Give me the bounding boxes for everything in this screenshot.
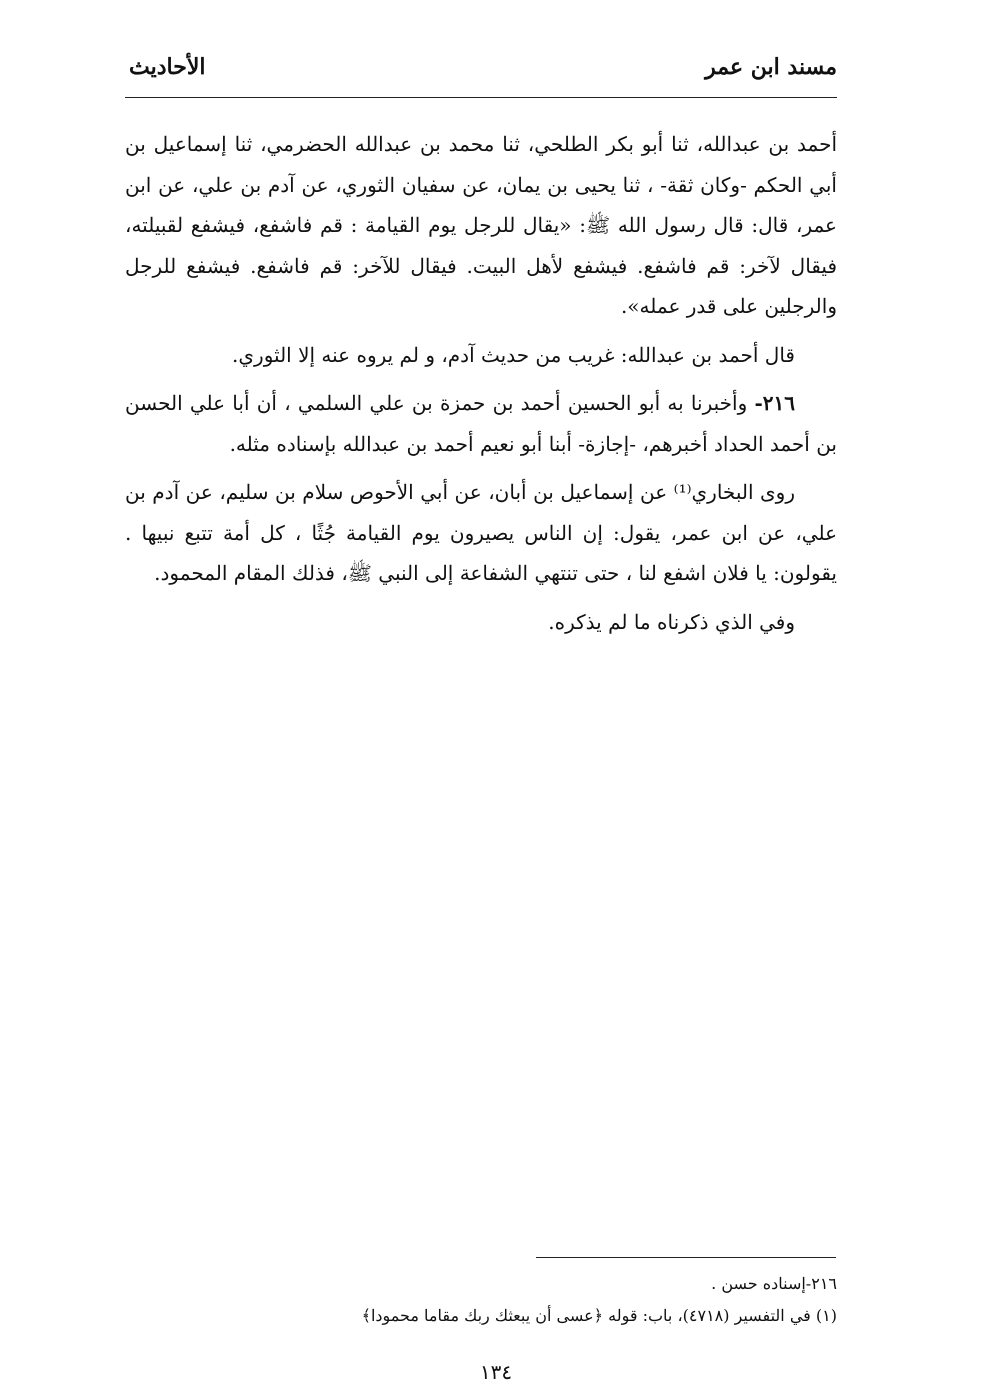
paragraph-hadith-216	[125, 383, 837, 464]
footnotes	[125, 1268, 837, 1332]
hadith-text: وأخبرنا به أبو الحسين أحمد بن حمزة بن علي السلمي ، أن أبا علي الحسن بن أحمد الحداد أخبرهم، -إجازة- أبنا أبو نعيم أحمد بن عبدالله بإسناده مثله.	[125, 391, 837, 456]
running-header	[125, 48, 837, 88]
footnote-isnad-grade: ٢١٦-إسناده حسن .	[711, 1274, 837, 1293]
book-title: مسند ابن عمر	[705, 54, 837, 80]
paragraph-bukhari: روى البخاري⁽¹⁾ عن إسماعيل بن أبان، عن أبي الأحوص سلام بن سليم، عن آدم بن علي، عن ابن عمر، يقول: إن الناس يصيرون يوم القيامة جُثًا ، كل أمة تتبع نبيها . يقولون: يا فلان اشفع لنا ، حتى تنتهي الشفاعة إلى النبي ﷺ، فذلك المقام المحمود.	[125, 480, 837, 585]
page-number: ١٣٤	[479, 1360, 513, 1384]
header-divider	[125, 97, 837, 98]
footnote-1: (١) في التفسير (٤٧١٨)، باب: قوله ﴿عسى أن يبعثك ربك مقاما محمودا﴾	[361, 1306, 837, 1325]
hadith-number: ٢١٦-	[754, 391, 795, 415]
main-text	[125, 124, 837, 650]
paragraph-isnad: أحمد بن عبدالله، ثنا أبو بكر الطلحي، ثنا محمد بن عبدالله الحضرمي، ثنا إسماعيل بن أبي الحكم -وكان ثقة- ، ثنا يحيى بن يمان، عن سفيان الثوري، عن آدم بن علي، عن ابن عمر، قال: قال رسول الله ﷺ: «يقال للرجل يوم القيامة : قم فاشفع، فيشفع لقبيلته، فيقال لآخر: قم فاشفع. فيشفع لأهل البيت. فيقال للآخر: قم فاشفع. فيشفع للرجل والرجلين على قدر عمله».	[125, 132, 837, 318]
paragraph-comment: قال أحمد بن عبدالله: غريب من حديث آدم، و لم يروه عنه إلا الثوري.	[232, 342, 795, 367]
footnote-divider	[536, 1257, 836, 1258]
section-title: الأحاديث	[129, 54, 206, 80]
paragraph-closing: وفي الذي ذكرناه ما لم يذكره.	[548, 609, 795, 634]
